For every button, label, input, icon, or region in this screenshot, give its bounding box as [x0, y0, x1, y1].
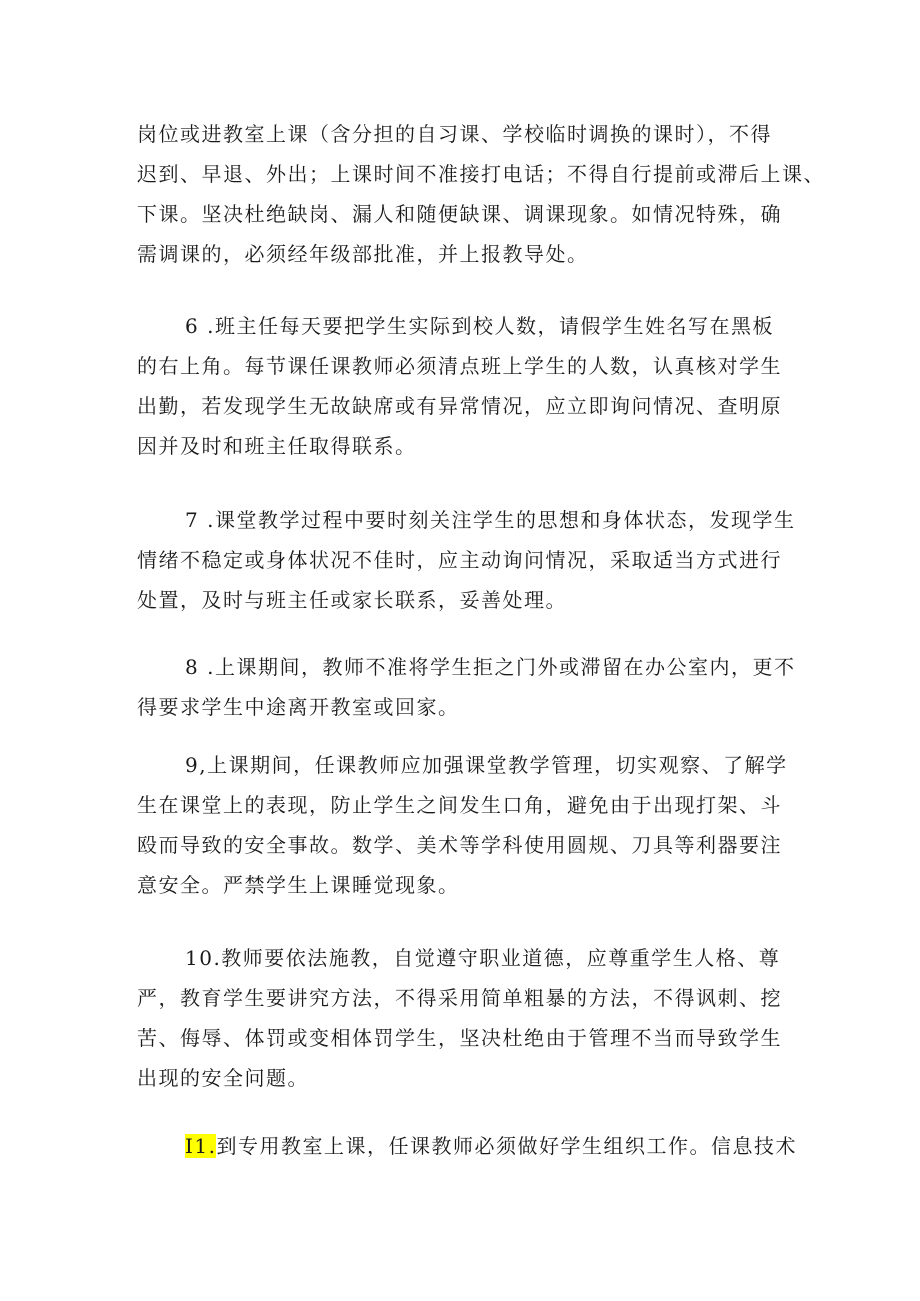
text-line: 9,上课期间，任课教师应加强课堂教学管理，切实观察、了解学	[185, 753, 788, 777]
text-line: 出现的安全问题。	[137, 1066, 309, 1090]
paragraph-item-6	[137, 306, 787, 466]
paragraph-item-8	[137, 647, 796, 727]
text-line: 严，教育学生要讲究方法，不得采用简单粗暴的方法，不得讽刺、挖	[137, 986, 782, 1010]
text-line: 得要求学生中途离开教室或回家。	[137, 695, 460, 719]
text-line: 岗位或进教室上课（含分担的自习课、学校临时调换的课时），不得	[137, 122, 772, 146]
highlighted-number: I1.	[185, 1134, 217, 1158]
text-line: 的右上角。每节课任课教师必须清点班上学生的人数，认真核对学生	[137, 354, 782, 378]
text-line	[137, 1126, 797, 1166]
text-line: 需调课的，必须经年级部批准，并上报教导处。	[137, 242, 589, 266]
text-line: 生在课堂上的表现，防止学生之间发生口角，避免由于出现打架、斗	[137, 793, 782, 817]
text-line: 意安全。严禁学生上课睡觉现象。	[137, 873, 460, 897]
text-line: 8 .上课期间，教师不准将学生拒之门外或滞留在办公室内，更不	[185, 655, 796, 679]
paragraph-item-11	[137, 1126, 797, 1166]
text-line: 出勤，若发现学生无故缺席或有异常情况，应立即询问情况、查明原	[137, 394, 782, 418]
text-line: 6 .班主任每天要把学生实际到校人数，请假学生姓名写在黑板	[185, 314, 774, 338]
text-line: 情绪不稳定或身体状况不佳时，应主动询问情况，采取适当方式进行	[137, 548, 782, 572]
paragraph-continuation	[137, 114, 825, 274]
text-line: 处置，及时与班主任或家长联系，妥善处理。	[137, 588, 567, 612]
paragraph-item-9	[137, 745, 787, 905]
text-line: 7 .课堂教学过程中要时刻关注学生的思想和身体状态，发现学生	[185, 508, 796, 532]
text-line: 苦、侮辱、体罚或变相体罚学生，坚决杜绝由于管理不当而导致学生	[137, 1026, 782, 1050]
paragraph-item-10	[137, 938, 787, 1098]
text-run: 到专用教室上课，任课教师必须做好学生组织工作。信息技术	[216, 1134, 797, 1158]
text-line: 迟到、早退、外出；上课时间不准接打电话；不得自行提前或滞后上课、	[137, 162, 825, 186]
text-line: 下课。坚决杜绝缺岗、漏人和随便缺课、调课现象。如情况特殊，确	[137, 202, 782, 226]
text-line: 因并及时和班主任取得联系。	[137, 434, 417, 458]
text-line: 10.教师要依法施教，自觉遵守职业道德，应尊重学生人格、尊	[185, 946, 781, 970]
paragraph-item-7	[137, 500, 796, 620]
text-line: 殴而导致的安全事故。数学、美术等学科使用圆规、刀具等利器要注	[137, 833, 782, 857]
